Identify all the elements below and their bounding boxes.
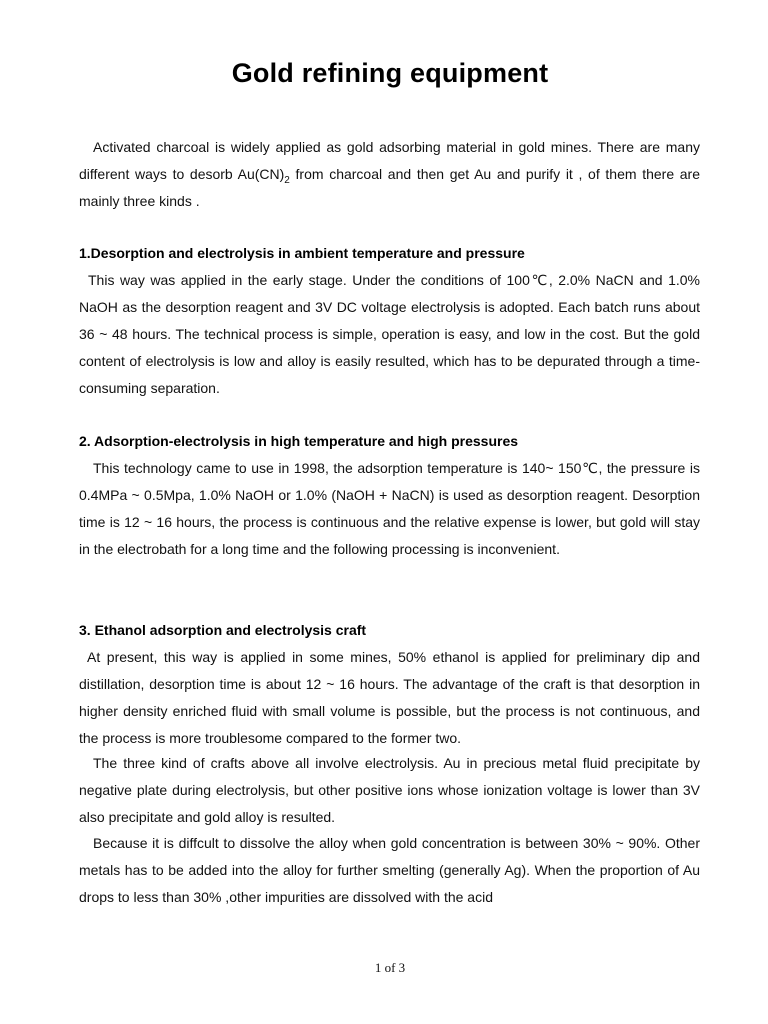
page-number: 1 of 3 [374,960,406,975]
intro-paragraph [79,134,700,215]
section-3-heading: 3. Ethanol adsorption and electrolysis craft [79,622,367,638]
alloy-paragraph: Because it is diffcult to dissolve the alloy when gold concentration is between 30% ~ 90%. Other metals has to be added into the alloy for further smelting (generally Ag). When the proportion of Au drops to less than 30% ,other impurities are dissolved with the acid [79,835,700,905]
section-2-heading: 2. Adsorption-electrolysis in high temperature and high pressures [79,433,519,449]
crafts-paragraph: The three kind of crafts above all involve electrolysis. Au in precious metal fluid precipitate by negative plate during electrolysis, but other positive ions whose ionization voltage is lower than 3V also precipitate and gold alloy is resulted. [79,755,700,825]
intro-text-continued: from charcoal and then get Au and purify it , of them there are mainly three kinds . [79,166,701,209]
section-2-paragraph: This technology came to use in 1998, the adsorption temperature is 140~ 150℃, the pressure is 0.4MPa ~ 0.5Mpa, 1.0% NaOH or 1.0% (NaOH + NaCN) is used as desorption reagent. Desorption time is 12 ~ 16 hours, the process is continuous and the relative expense is lower, but gold will stay in the electrobath for a long time and the following processing is inconvenient. [79,460,700,557]
section-1-heading: 1.Desorption and electrolysis in ambient temperature and pressure [79,245,525,261]
section-1-paragraph: This way was applied in the early stage. Under the conditions of 100℃, 2.0% NaCN and 1.0% NaOH as the desorption reagent and 3V DC voltage electrolysis is adopted. Each batch runs about 36 ~ 48 hours. The technical process is simple, operation is easy, and low in the cost. But the gold content of electrolysis is low and alloy is easily resulted, which has to be depurated through a time-consuming separation. [79,272,700,396]
intro-text: Activated charcoal is widely applied as gold adsorbing material in gold mines. There are many different ways to desorb Au(CN) [79,139,700,182]
document-title: Gold refining equipment [231,58,549,88]
intro-subscript: 2 [284,174,290,186]
section-3-paragraph: At present, this way is applied in some mines, 50% ethanol is applied for preliminary dip and distillation, desorption time is about 12 ~ 16 hours. The advantage of the craft is that desorption in higher density enriched fluid with small volume is possible, but the process is not continuous, and the process is more troublesome compared to the former two. [79,649,700,746]
